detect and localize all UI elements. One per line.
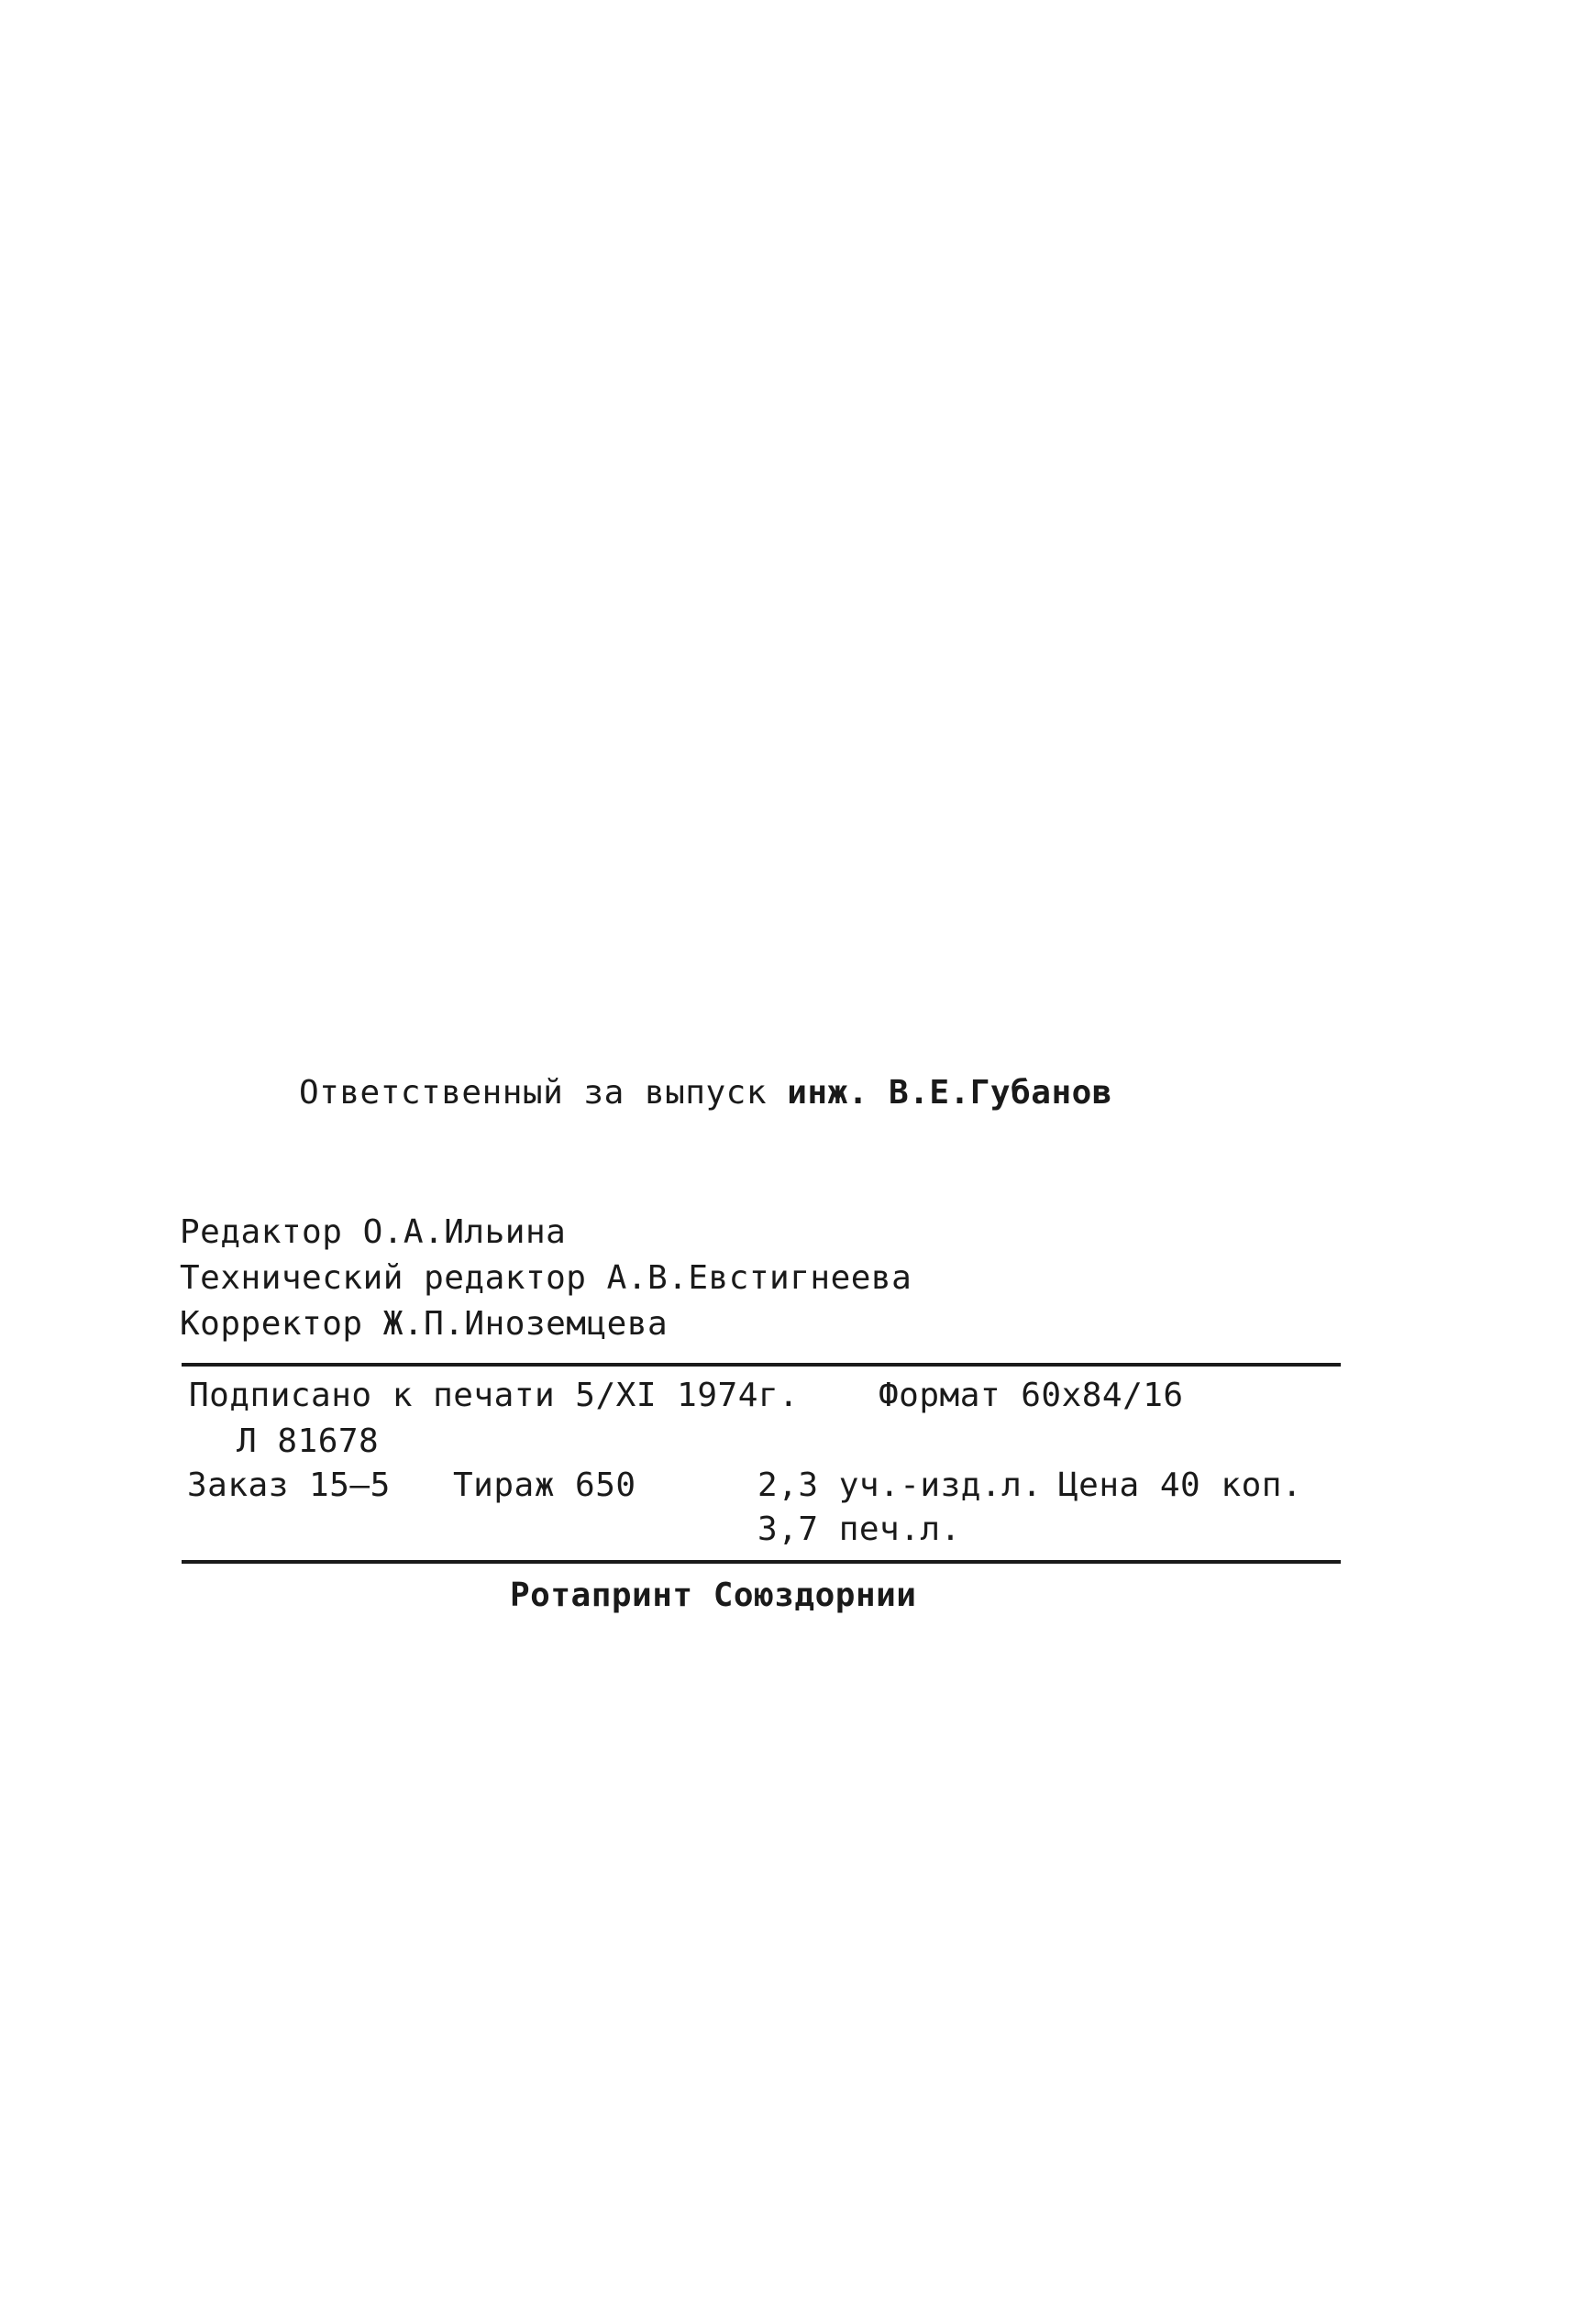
print-run: Тираж 650: [453, 1466, 636, 1504]
printed-sheets: 3,7 печ.л.: [757, 1511, 961, 1548]
printer-name: Ротапринт Союздорнии: [510, 1577, 917, 1614]
responsible-name: инж. В.Е.Губанов: [787, 1074, 1112, 1112]
price: Цена 40 коп.: [1058, 1466, 1303, 1504]
order-number: Заказ 15–5: [187, 1466, 391, 1504]
paper-format: Формат 60х84/16: [879, 1377, 1184, 1414]
bottom-rule: [182, 1560, 1341, 1564]
responsible-line: [299, 1073, 1112, 1113]
publisher-sheets: 2,3 уч.-изд.л.: [757, 1466, 1043, 1504]
top-rule: [182, 1363, 1341, 1367]
corrector-line: Корректор Ж.П.Иноземцева: [180, 1305, 669, 1343]
editor-line: Редактор О.А.Ильина: [180, 1213, 567, 1251]
signed-for-print: Подписано к печати 5/XI 1974г.: [189, 1377, 800, 1414]
l-number: Л 81678: [237, 1422, 380, 1460]
tech-editor-line: Технический редактор А.В.Евстигнеева: [180, 1259, 912, 1297]
responsible-label: Ответственный за выпуск: [299, 1074, 767, 1112]
